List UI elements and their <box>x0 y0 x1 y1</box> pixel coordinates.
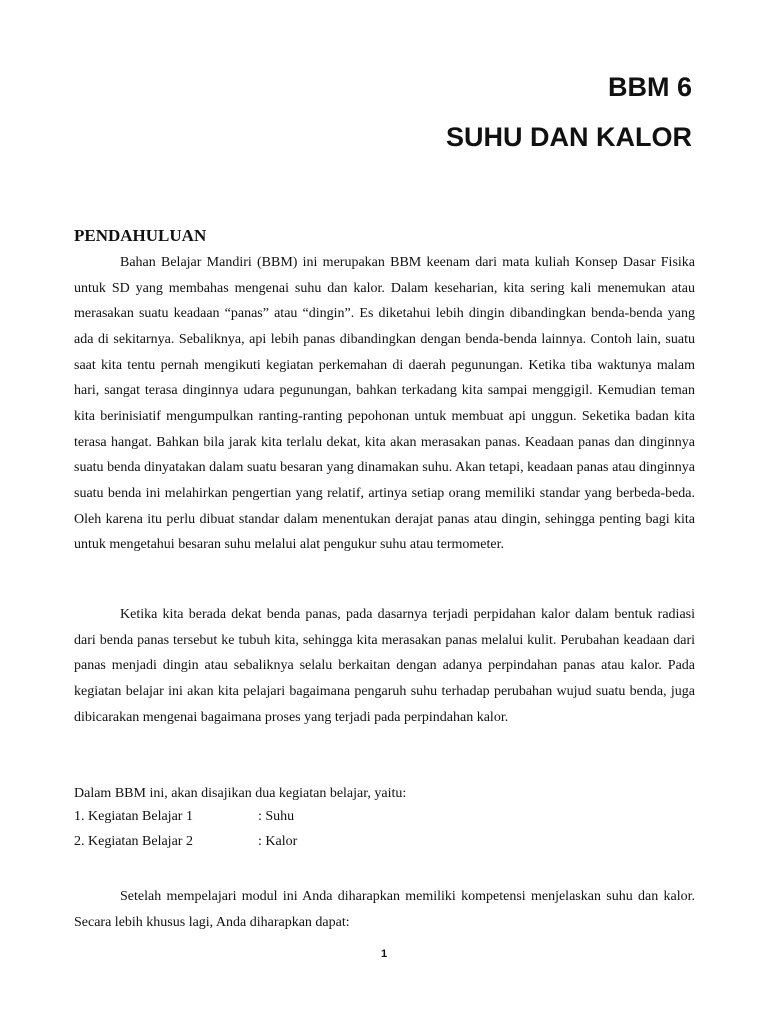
heat-transfer-paragraph: Ketika kita berada dekat benda panas, pada dasarnya terjadi perpidahan kalor dalam bentuk radiasi dari benda panas tersebut ke tubuh kita, sehingga kita merasakan panas melalui kulit. Perubahan keadaan dari panas menjadi dingin atau sebaliknya selalu berkaitan dengan adanya perpindahan panas atau kalor. Pada kegiatan belajar ini akan kita pelajari bagaimana pengaruh suhu terhadap perubahan wujud suatu benda, juga dibicarakan mengenai bagaimana proses yang terjadi pada perpindahan kalor. <box>74 607 695 725</box>
activities-list <box>74 804 474 854</box>
list-item <box>74 804 474 829</box>
activity-label: 1. Kegiatan Belajar 1 <box>74 809 193 824</box>
section-heading: PENDAHULUAN <box>74 226 207 245</box>
page-number: 1 <box>380 948 388 960</box>
activity-topic: : Kalor <box>258 834 298 849</box>
closing-paragraph: Setelah mempelajari modul ini Anda diharapkan memiliki kompetensi menjelaskan suhu dan kalor. Secara lebih khusus lagi, Anda diharapkan dapat: <box>74 889 695 930</box>
list-item <box>74 829 474 854</box>
intro-paragraph: Bahan Belajar Mandiri (BBM) ini merupakan BBM keenam dari mata kuliah Konsep Dasar Fisika untuk SD yang membahas mengenai suhu dan kalor. Dalam keseharian, kita sering kali menemukan atau merasakan suatu keadaan “panas” atau “dingin”. Es diketahui lebih dingin dibandingkan benda-benda yang ada di sekitarnya. Sebaliknya, api lebih panas dibandingkan dengan benda-benda lainnya. Contoh lain, suatu saat kita tentu pernah mengikuti kegiatan perkemahan di daerah pegunungan. Ketika tiba waktunya malam hari, sangat terasa dinginnya udara pegunungan, bahkan terkadang kita sampai menggigil. Kemudian teman kita berinisiatif mengumpulkan ranting-ranting pepohonan untuk membuat api unggun. Seketika badan kita terasa hangat. Bahkan bila jarak kita terlalu dekat, kita akan merasakan panas. Keadaan panas dan dinginnya suatu benda dinyatakan dalam suatu besaran yang dinamakan suhu. Akan tetapi, keadaan panas atau dinginnya suatu benda ini melahirkan pengertian yang relatif, artinya setiap orang memiliki standar yang berbeda-beda. Oleh karena itu perlu dibuat standar dalam menentukan derajat panas atau dingin, sehingga penting bagi kita untuk mengetahui besaran suhu melalui alat pengukur suhu atau termometer. <box>74 255 695 553</box>
activity-label: 2. Kegiatan Belajar 2 <box>74 834 193 849</box>
activity-topic: : Suhu <box>258 809 295 824</box>
module-label: BBM 6 <box>607 72 692 102</box>
page-title: SUHU DAN KALOR <box>446 122 692 152</box>
activities-intro: Dalam BBM ini, akan disajikan dua kegiatan belajar, yaitu: <box>74 786 407 801</box>
